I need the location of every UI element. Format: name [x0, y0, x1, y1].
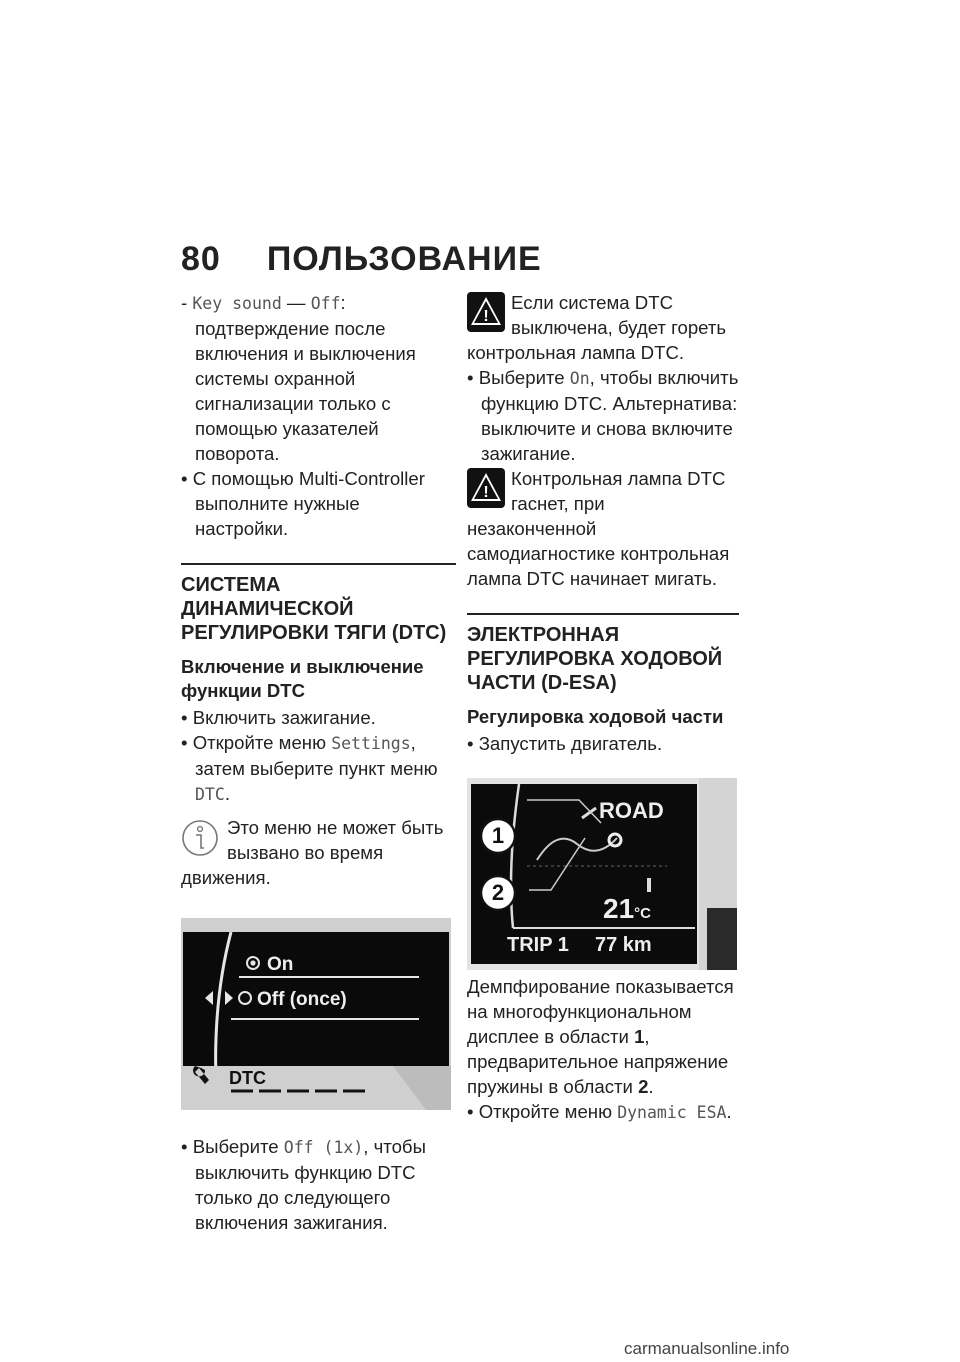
- left-column: [181, 290, 456, 1235]
- trip-distance: 77 km: [595, 934, 652, 956]
- step-ignition: • Включить зажигание.: [181, 707, 376, 728]
- subsection-title-dtc: Включение и выключение функции DTC: [181, 656, 424, 701]
- multi-controller-item: • С помощью Multi-Controller выполните нужные настройки.: [181, 468, 425, 539]
- desa-description: Демпфирование показывается на многофункциональном дисплее в области 1, предварительное напряжение пружины в области 2.: [467, 976, 734, 1097]
- section-title-desa: ЭЛЕКТРОННАЯ РЕГУЛИРОВКА ХОДОВОЙ ЧАСТИ (D-ESA): [467, 624, 723, 694]
- trip-label: TRIP 1: [507, 934, 569, 956]
- menu-option-on: On: [267, 954, 294, 975]
- page-number: 80: [181, 240, 221, 278]
- callout-1: 1: [491, 823, 505, 848]
- step-open-dynamic-esa: • Откройте меню Dynamic ESA.: [467, 1101, 732, 1122]
- info-icon: [181, 819, 219, 863]
- warning-icon: [467, 468, 505, 514]
- step-open-menu: • Откройте меню Settings, затем выберите пункт меню DTC.: [181, 732, 438, 804]
- warning-note-1: ! Если система DTC выключена, будет гореть контрольная лампа DTC.: [467, 292, 727, 363]
- step-select-off: • Выберите Off (1x), чтобы выключить функцию DTC только до следующего включения зажигания.: [181, 1136, 426, 1233]
- section-divider: [467, 613, 739, 615]
- step-select-on: • Выберите On, чтобы включить функцию DTC. Альтернатива: выключите и снова включите зажигание.: [467, 367, 739, 464]
- page-title: ПОЛЬЗОВАНИЕ: [266, 240, 542, 278]
- warning-icon: [467, 292, 505, 338]
- temperature-value: 21°C: [603, 893, 651, 924]
- mode-road: ROAD: [599, 798, 664, 823]
- info-note: Это меню не может быть вызвано во время движения.: [181, 817, 444, 888]
- section-title-dtc: СИСТЕМА ДИНАМИЧЕСКОЙ РЕГУЛИРОВКИ ТЯГИ (DTC): [181, 574, 447, 644]
- step-start-engine: • Запустить двигатель.: [467, 733, 663, 754]
- svg-text:!: !: [483, 484, 489, 501]
- watermark: carmanualsonline.info: [624, 1339, 790, 1358]
- svg-text:!: !: [483, 308, 489, 325]
- dtc-menu-screenshot: [181, 918, 451, 1110]
- section-divider: [181, 563, 456, 565]
- menu-option-off-once: Off (once): [257, 989, 347, 1010]
- dtc-menu-display: [181, 918, 451, 1110]
- warning-note-2: ! Контрольная лампа DTC гаснет, при незаконченной самодиагностике контрольная лампа DTC начинает мигать.: [467, 468, 730, 589]
- menu-label-dtc: DTC: [229, 1068, 266, 1088]
- key-sound-item: - Key sound — Off: подтверждение после включения и выключения системы охранной сигнализации только с помощью указателей поворота.: [181, 292, 416, 464]
- right-column: [467, 290, 739, 1125]
- desa-display-screenshot: [467, 778, 737, 970]
- subsection-title-desa: Регулировка ходовой части: [467, 706, 724, 727]
- callout-2: 2: [491, 880, 505, 905]
- page-header: [181, 240, 542, 279]
